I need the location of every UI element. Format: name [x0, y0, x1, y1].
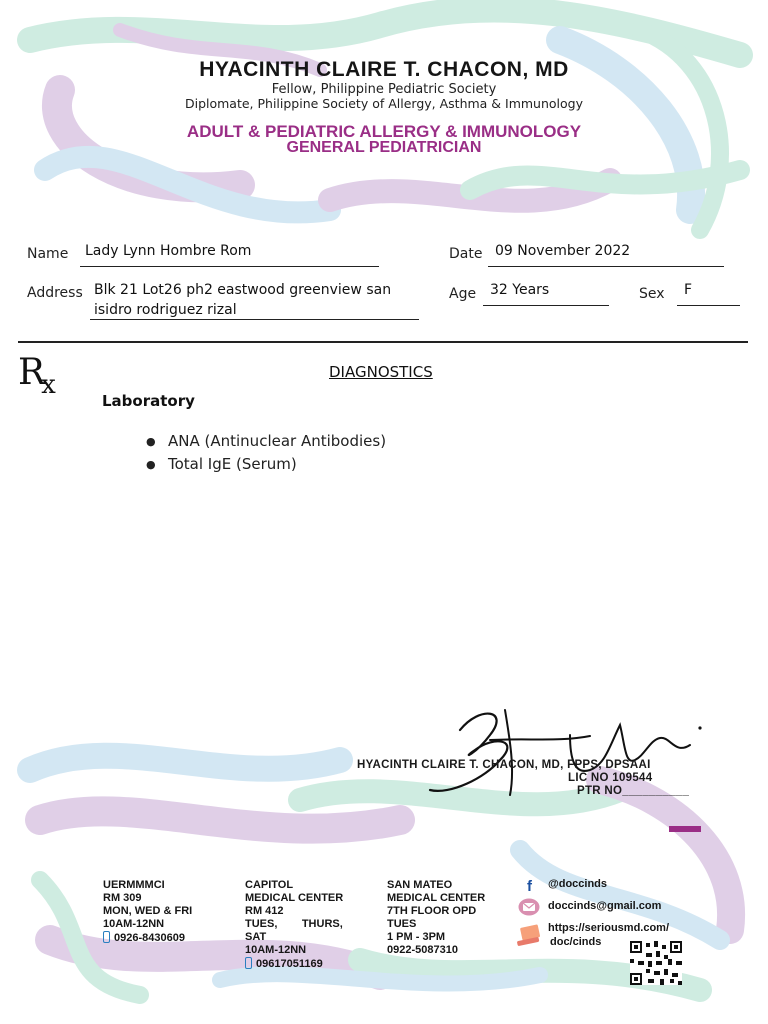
- website-line-1: https://seriousmd.com/: [548, 922, 670, 934]
- clinic-phone: [245, 957, 343, 971]
- list-item: ● Total IgE (Serum): [168, 453, 386, 476]
- phone-icon: [245, 957, 252, 969]
- section-divider: [18, 341, 748, 343]
- patient-sex: F: [684, 282, 693, 298]
- fellowship-line: Fellow, Philippine Pediatric Society: [271, 82, 497, 97]
- facebook-icon: [524, 877, 538, 893]
- patient-age: 32 Years: [490, 282, 550, 298]
- clinic-line: RM 412: [245, 905, 284, 917]
- age-label: Age: [449, 286, 477, 302]
- clinic-line: RM 309: [103, 892, 142, 904]
- clinic-line: SAN MATEO: [387, 879, 453, 891]
- clinic-line: 0922-5087310: [387, 944, 458, 956]
- svg-text:f: f: [527, 878, 532, 893]
- doctor-name-heading: HYACINTH CLAIRE T. CHACON, MD: [199, 58, 569, 81]
- specialty-line-2: GENERAL PEDIATRICIAN: [286, 139, 482, 156]
- rx-symbol: $R_x$: [18, 352, 56, 400]
- clinic-uermmmci: [103, 879, 192, 945]
- clinic-line: MEDICAL CENTER: [387, 892, 486, 904]
- clinic-line: TUES: [387, 918, 417, 930]
- address-label: Address: [27, 285, 83, 301]
- signatory-name: HYACINTH CLAIRE T. CHACON, MD, FPPS, DPSAAI: [357, 759, 651, 771]
- phone-icon: [103, 931, 110, 943]
- patient-address-line-2: isidro rodriguez rizal: [94, 302, 237, 318]
- prescription-date: 09 November 2022: [495, 243, 631, 259]
- address-underline: [90, 319, 419, 320]
- clinic-line: SAT: [245, 931, 267, 943]
- diplomate-line: Diplomate, Philippine Society of Allergy, Asthma & Immunology: [184, 96, 584, 111]
- clinic-line: CAPITOL: [245, 879, 294, 891]
- specialty-line-1: ADULT & PEDIATRIC ALLERGY & IMMUNOLOGY: [186, 122, 582, 141]
- list-item: ● ANA (Antinuclear Antibodies): [168, 430, 386, 453]
- age-underline: [483, 305, 609, 306]
- clinic-san-mateo: [387, 879, 485, 957]
- clinic-line: UERMMMCI: [103, 879, 165, 891]
- phone-number: 09617051169: [256, 958, 323, 970]
- clinic-line: 1 PM - 3PM: [387, 931, 446, 943]
- diagnostics-heading: DIAGNOSTICS: [329, 363, 433, 381]
- name-underline: [80, 266, 379, 267]
- email-address: doccinds@gmail.com: [548, 900, 662, 912]
- clinic-line: MEDICAL CENTER: [245, 892, 344, 904]
- date-underline: [488, 266, 724, 267]
- laptop-icon: [515, 924, 543, 948]
- patient-address-line-1: Blk 21 Lot26 ph2 eastwood greenview san: [94, 282, 392, 298]
- ptr-number: PTR NO__________: [577, 785, 690, 797]
- license-number: LIC NO 109544: [568, 772, 653, 784]
- clinic-line: 10AM-12NN: [245, 944, 307, 956]
- clinic-line: MON, WED & FRI: [103, 905, 193, 917]
- test-list: [168, 430, 386, 476]
- clinic-capitol: [245, 879, 343, 971]
- phone-number: 0926-8430609: [114, 932, 185, 944]
- date-label: Date: [449, 246, 483, 262]
- accent-bar: [669, 826, 701, 832]
- sex-label: Sex: [639, 286, 665, 302]
- clinic-phone: [103, 931, 192, 945]
- clinic-line: 7TH FLOOR OPD: [387, 905, 477, 917]
- sex-underline: [677, 305, 740, 306]
- name-label: Name: [27, 246, 69, 262]
- patient-name: Lady Lynn Hombre Rom: [85, 243, 252, 259]
- email-icon: [518, 898, 540, 916]
- website-line-2: doc/cinds: [550, 936, 602, 948]
- clinic-line: 10AM-12NN: [103, 918, 165, 930]
- facebook-handle: @doccinds: [548, 878, 608, 890]
- laboratory-heading: Laboratory: [102, 392, 195, 410]
- clinic-line: TUES, THURS,: [245, 918, 343, 930]
- qr-code-icon: [630, 941, 682, 985]
